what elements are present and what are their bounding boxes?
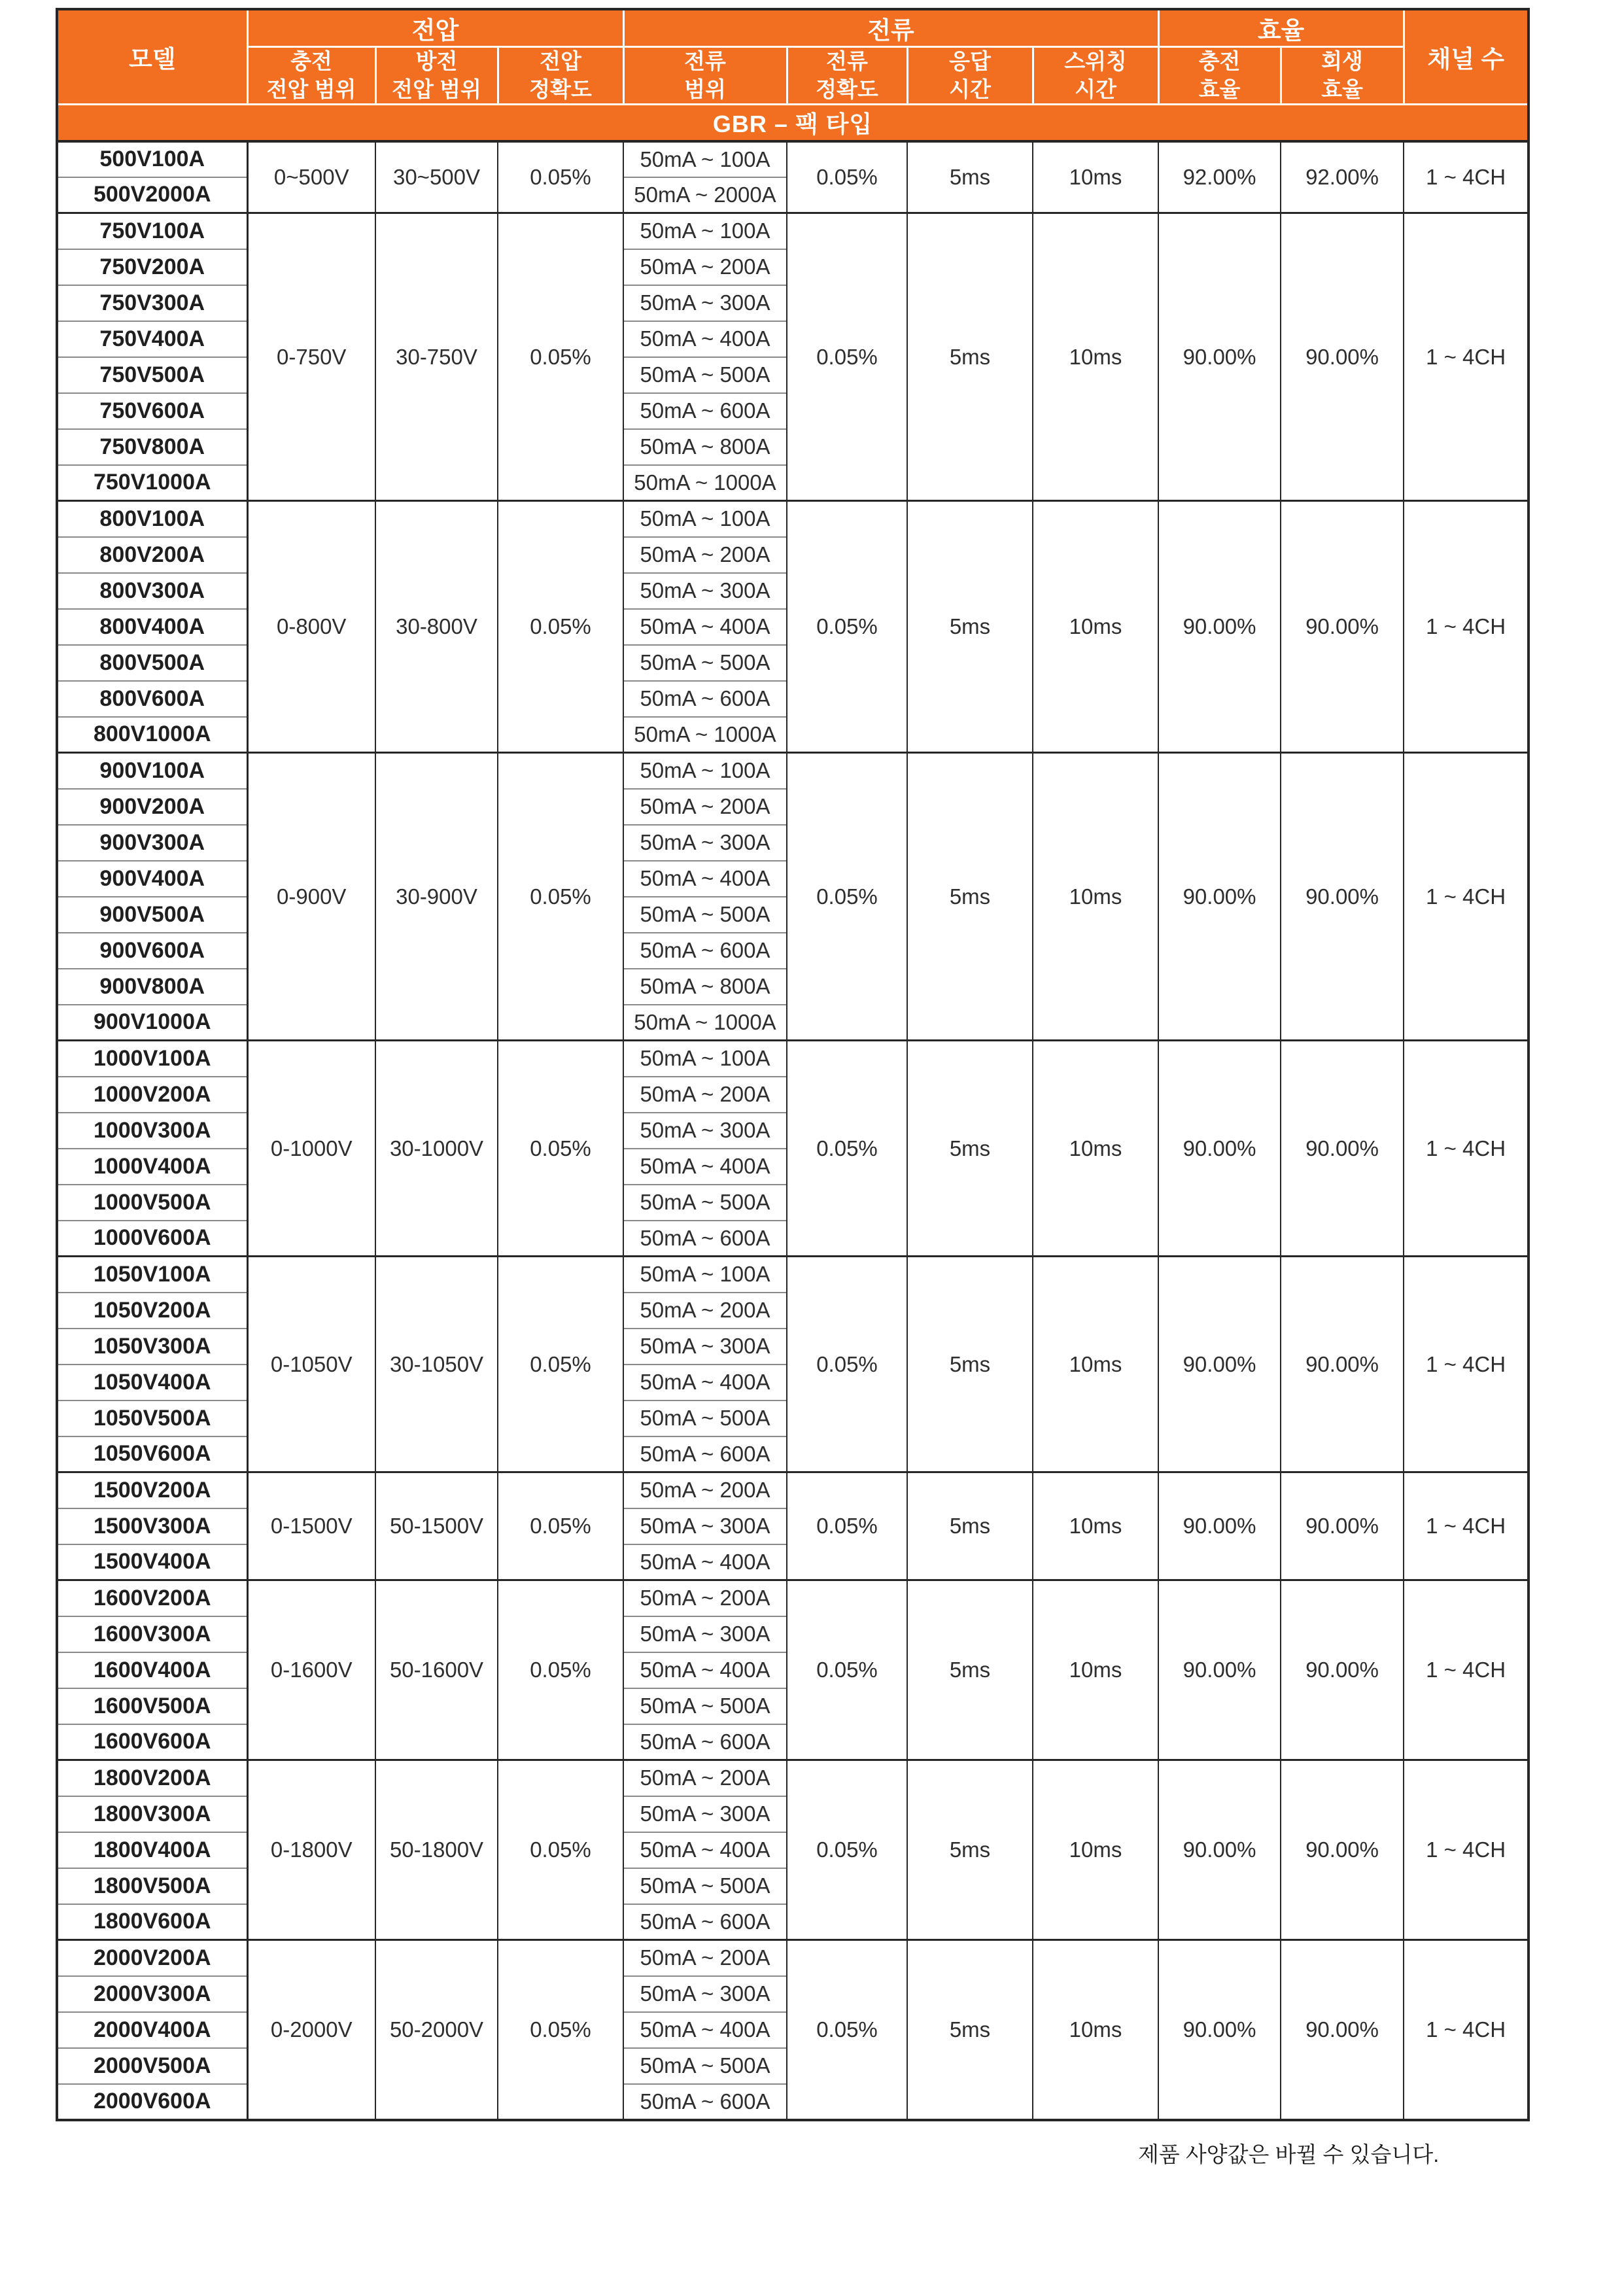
current-range-cell: 50mA ~ 200A xyxy=(623,789,787,825)
current-range-cell: 50mA ~ 200A xyxy=(623,1940,787,1976)
header-line: 시간 xyxy=(1075,77,1116,101)
spec-row xyxy=(57,1041,1529,1077)
channels-cell: 1 ~ 4CH xyxy=(1404,1041,1529,1257)
model-cell: 1800V200A xyxy=(57,1760,247,1796)
current-range-cell: 50mA ~ 500A xyxy=(623,1185,787,1221)
current-range-cell: 50mA ~ 1000A xyxy=(623,465,787,501)
col-group-efficiency: 효율 xyxy=(1158,9,1404,47)
model-cell: 2000V500A xyxy=(57,2048,247,2084)
model-cell: 1600V500A xyxy=(57,1688,247,1724)
channels-cell: 1 ~ 4CH xyxy=(1404,1940,1529,2120)
current-range-cell: 50mA ~ 200A xyxy=(623,1580,787,1616)
current-accuracy-cell: 0.05% xyxy=(787,1580,907,1760)
discharge-voltage-range-cell: 30-750V xyxy=(375,213,498,501)
spec-row xyxy=(57,1257,1529,1293)
charge-efficiency-cell: 92.00% xyxy=(1158,141,1281,213)
current-range-cell: 50mA ~ 400A xyxy=(623,1652,787,1688)
regen-efficiency-cell: 90.00% xyxy=(1281,753,1404,1041)
charge-efficiency-cell: 90.00% xyxy=(1158,213,1281,501)
col-group-current: 전류 xyxy=(623,9,1158,47)
model-cell: 1800V500A xyxy=(57,1868,247,1904)
channels-cell: 1 ~ 4CH xyxy=(1404,753,1529,1041)
current-range-cell: 50mA ~ 200A xyxy=(623,1760,787,1796)
current-range-cell: 50mA ~ 300A xyxy=(623,1616,787,1652)
col-header-response-time xyxy=(907,47,1033,105)
model-cell: 2000V300A xyxy=(57,1976,247,2012)
current-accuracy-cell: 0.05% xyxy=(787,501,907,753)
regen-efficiency-cell: 90.00% xyxy=(1281,1472,1404,1580)
col-header-regen-efficiency xyxy=(1281,47,1404,105)
model-cell: 1800V300A xyxy=(57,1796,247,1832)
response-time-cell: 5ms xyxy=(907,1257,1033,1472)
model-cell: 800V200A xyxy=(57,537,247,573)
current-range-cell: 50mA ~ 400A xyxy=(623,1149,787,1185)
channels-cell: 1 ~ 4CH xyxy=(1404,141,1529,213)
model-cell: 800V400A xyxy=(57,609,247,645)
voltage-accuracy-cell: 0.05% xyxy=(498,1940,623,2120)
header-line: 정확도 xyxy=(816,77,878,101)
current-range-cell: 50mA ~ 100A xyxy=(623,753,787,789)
current-range-cell: 50mA ~ 300A xyxy=(623,1508,787,1544)
model-cell: 800V1000A xyxy=(57,717,247,753)
current-range-cell: 50mA ~ 100A xyxy=(623,141,787,177)
switching-time-cell: 10ms xyxy=(1033,141,1158,213)
spec-row xyxy=(57,141,1529,177)
model-cell: 2000V600A xyxy=(57,2084,247,2120)
charge-efficiency-cell: 90.00% xyxy=(1158,1580,1281,1760)
spec-row xyxy=(57,1580,1529,1616)
charge-voltage-range-cell: 0-1050V xyxy=(247,1257,375,1472)
voltage-accuracy-cell: 0.05% xyxy=(498,1041,623,1257)
header-line: 전류 xyxy=(826,49,868,74)
current-range-cell: 50mA ~ 500A xyxy=(623,1400,787,1436)
discharge-voltage-range-cell: 30-1050V xyxy=(375,1257,498,1472)
model-cell: 1000V300A xyxy=(57,1113,247,1149)
current-range-cell: 50mA ~ 500A xyxy=(623,1868,787,1904)
current-range-cell: 50mA ~ 400A xyxy=(623,861,787,897)
header-line: 응답 xyxy=(949,49,991,74)
current-range-cell: 50mA ~ 800A xyxy=(623,429,787,465)
current-range-cell: 50mA ~ 400A xyxy=(623,609,787,645)
discharge-voltage-range-cell: 30~500V xyxy=(375,141,498,213)
charge-voltage-range-cell: 0-800V xyxy=(247,501,375,753)
current-range-cell: 50mA ~ 200A xyxy=(623,1472,787,1508)
current-range-cell: 50mA ~ 300A xyxy=(623,1113,787,1149)
current-range-cell: 50mA ~ 300A xyxy=(623,573,787,609)
model-cell: 1050V500A xyxy=(57,1400,247,1436)
switching-time-cell: 10ms xyxy=(1033,1940,1158,2120)
current-range-cell: 50mA ~ 600A xyxy=(623,2084,787,2120)
spec-row xyxy=(57,1760,1529,1796)
current-range-cell: 50mA ~ 200A xyxy=(623,1293,787,1329)
current-accuracy-cell: 0.05% xyxy=(787,1041,907,1257)
charge-voltage-range-cell: 0~500V xyxy=(247,141,375,213)
regen-efficiency-cell: 90.00% xyxy=(1281,501,1404,753)
header-line: 정확도 xyxy=(529,77,592,101)
header-group-row xyxy=(57,9,1529,47)
response-time-cell: 5ms xyxy=(907,501,1033,753)
charge-voltage-range-cell: 0-2000V xyxy=(247,1940,375,2120)
current-range-cell: 50mA ~ 400A xyxy=(623,1832,787,1868)
switching-time-cell: 10ms xyxy=(1033,753,1158,1041)
current-accuracy-cell: 0.05% xyxy=(787,213,907,501)
discharge-voltage-range-cell: 30-900V xyxy=(375,753,498,1041)
current-accuracy-cell: 0.05% xyxy=(787,1257,907,1472)
voltage-accuracy-cell: 0.05% xyxy=(498,753,623,1041)
regen-efficiency-cell: 90.00% xyxy=(1281,1760,1404,1940)
model-cell: 2000V200A xyxy=(57,1940,247,1976)
spec-table xyxy=(56,8,1530,2121)
model-cell: 750V400A xyxy=(57,321,247,357)
header-line: 효율 xyxy=(1198,77,1241,101)
current-range-cell: 50mA ~ 500A xyxy=(623,357,787,393)
current-range-cell: 50mA ~ 100A xyxy=(623,1041,787,1077)
current-range-cell: 50mA ~ 500A xyxy=(623,2048,787,2084)
current-range-cell: 50mA ~ 500A xyxy=(623,645,787,681)
header-line: 시간 xyxy=(949,77,991,101)
col-header-channels: 채널 수 xyxy=(1404,9,1529,105)
model-cell: 900V200A xyxy=(57,789,247,825)
section-banner-row xyxy=(57,105,1529,141)
discharge-voltage-range-cell: 30-1000V xyxy=(375,1041,498,1257)
header-line: 전류 xyxy=(684,49,726,74)
current-range-cell: 50mA ~ 600A xyxy=(623,393,787,429)
model-cell: 1500V300A xyxy=(57,1508,247,1544)
discharge-voltage-range-cell: 50-2000V xyxy=(375,1940,498,2120)
model-cell: 750V800A xyxy=(57,429,247,465)
regen-efficiency-cell: 90.00% xyxy=(1281,213,1404,501)
current-range-cell: 50mA ~ 600A xyxy=(623,1436,787,1472)
current-range-cell: 50mA ~ 1000A xyxy=(623,1005,787,1041)
current-range-cell: 50mA ~ 600A xyxy=(623,933,787,969)
col-header-current-range xyxy=(623,47,787,105)
channels-cell: 1 ~ 4CH xyxy=(1404,501,1529,753)
model-cell: 750V100A xyxy=(57,213,247,249)
voltage-accuracy-cell: 0.05% xyxy=(498,1580,623,1760)
current-range-cell: 50mA ~ 800A xyxy=(623,969,787,1005)
col-header-model: 모델 xyxy=(57,9,247,105)
channels-cell: 1 ~ 4CH xyxy=(1404,213,1529,501)
switching-time-cell: 10ms xyxy=(1033,1041,1158,1257)
charge-voltage-range-cell: 0-900V xyxy=(247,753,375,1041)
header-line: 범위 xyxy=(684,77,726,101)
model-cell: 1800V600A xyxy=(57,1904,247,1940)
response-time-cell: 5ms xyxy=(907,1472,1033,1580)
model-cell: 1000V100A xyxy=(57,1041,247,1077)
current-accuracy-cell: 0.05% xyxy=(787,141,907,213)
charge-voltage-range-cell: 0-1000V xyxy=(247,1041,375,1257)
model-cell: 1050V200A xyxy=(57,1293,247,1329)
regen-efficiency-cell: 90.00% xyxy=(1281,1041,1404,1257)
voltage-accuracy-cell: 0.05% xyxy=(498,213,623,501)
regen-efficiency-cell: 90.00% xyxy=(1281,1940,1404,2120)
channels-cell: 1 ~ 4CH xyxy=(1404,1257,1529,1472)
current-range-cell: 50mA ~ 600A xyxy=(623,1221,787,1257)
voltage-accuracy-cell: 0.05% xyxy=(498,501,623,753)
voltage-accuracy-cell: 0.05% xyxy=(498,1257,623,1472)
charge-voltage-range-cell: 0-750V xyxy=(247,213,375,501)
current-range-cell: 50mA ~ 400A xyxy=(623,321,787,357)
model-cell: 500V2000A xyxy=(57,177,247,213)
header-line: 회생 xyxy=(1321,49,1363,74)
response-time-cell: 5ms xyxy=(907,1041,1033,1257)
current-range-cell: 50mA ~ 200A xyxy=(623,537,787,573)
current-range-cell: 50mA ~ 300A xyxy=(623,1796,787,1832)
charge-efficiency-cell: 90.00% xyxy=(1158,1472,1281,1580)
model-cell: 1600V600A xyxy=(57,1724,247,1760)
model-cell: 800V100A xyxy=(57,501,247,537)
current-range-cell: 50mA ~ 400A xyxy=(623,1544,787,1580)
current-range-cell: 50mA ~ 200A xyxy=(623,1077,787,1113)
voltage-accuracy-cell: 0.05% xyxy=(498,1760,623,1940)
voltage-accuracy-cell: 0.05% xyxy=(498,141,623,213)
response-time-cell: 5ms xyxy=(907,213,1033,501)
model-cell: 1050V300A xyxy=(57,1329,247,1365)
model-cell: 1000V500A xyxy=(57,1185,247,1221)
switching-time-cell: 10ms xyxy=(1033,1580,1158,1760)
spec-table-body xyxy=(57,141,1529,2120)
charge-efficiency-cell: 90.00% xyxy=(1158,753,1281,1041)
channels-cell: 1 ~ 4CH xyxy=(1404,1472,1529,1580)
model-cell: 500V100A xyxy=(57,141,247,177)
switching-time-cell: 10ms xyxy=(1033,1472,1158,1580)
model-cell: 800V600A xyxy=(57,681,247,717)
table-header xyxy=(57,9,1529,141)
channels-cell: 1 ~ 4CH xyxy=(1404,1760,1529,1940)
model-cell: 900V500A xyxy=(57,897,247,933)
current-range-cell: 50mA ~ 500A xyxy=(623,1688,787,1724)
model-cell: 750V600A xyxy=(57,393,247,429)
current-range-cell: 50mA ~ 600A xyxy=(623,681,787,717)
response-time-cell: 5ms xyxy=(907,753,1033,1041)
model-cell: 1600V300A xyxy=(57,1616,247,1652)
col-header-current-accuracy xyxy=(787,47,907,105)
header-line: 전압 범위 xyxy=(392,77,481,101)
charge-efficiency-cell: 90.00% xyxy=(1158,1760,1281,1940)
header-line: 충전 xyxy=(1198,49,1241,74)
model-cell: 750V500A xyxy=(57,357,247,393)
model-cell: 1800V400A xyxy=(57,1832,247,1868)
current-range-cell: 50mA ~ 600A xyxy=(623,1724,787,1760)
col-header-switching-time xyxy=(1033,47,1158,105)
header-line: 전압 xyxy=(540,49,581,74)
regen-efficiency-cell: 92.00% xyxy=(1281,141,1404,213)
spec-row xyxy=(57,501,1529,537)
header-line: 충전 xyxy=(290,49,332,74)
model-cell: 800V300A xyxy=(57,573,247,609)
switching-time-cell: 10ms xyxy=(1033,1257,1158,1472)
header-line: 스위칭 xyxy=(1064,49,1127,74)
col-header-charge-efficiency xyxy=(1158,47,1281,105)
model-cell: 1000V400A xyxy=(57,1149,247,1185)
col-header-discharge-voltage-range xyxy=(375,47,498,105)
discharge-voltage-range-cell: 50-1800V xyxy=(375,1760,498,1940)
current-range-cell: 50mA ~ 300A xyxy=(623,1976,787,2012)
model-cell: 900V1000A xyxy=(57,1005,247,1041)
response-time-cell: 5ms xyxy=(907,1940,1033,2120)
current-range-cell: 50mA ~ 100A xyxy=(623,1257,787,1293)
spec-row xyxy=(57,213,1529,249)
current-range-cell: 50mA ~ 2000A xyxy=(623,177,787,213)
current-range-cell: 50mA ~ 300A xyxy=(623,285,787,321)
header-sub-row xyxy=(57,47,1529,105)
model-cell: 900V300A xyxy=(57,825,247,861)
col-header-charge-voltage-range xyxy=(247,47,375,105)
section-banner: GBR – 팩 타입 xyxy=(57,105,1529,141)
model-cell: 750V200A xyxy=(57,249,247,285)
model-cell: 900V800A xyxy=(57,969,247,1005)
charge-efficiency-cell: 90.00% xyxy=(1158,501,1281,753)
charge-efficiency-cell: 90.00% xyxy=(1158,1940,1281,2120)
current-range-cell: 50mA ~ 100A xyxy=(623,501,787,537)
col-group-voltage: 전압 xyxy=(247,9,623,47)
model-cell: 1050V100A xyxy=(57,1257,247,1293)
current-range-cell: 50mA ~ 500A xyxy=(623,897,787,933)
regen-efficiency-cell: 90.00% xyxy=(1281,1257,1404,1472)
current-range-cell: 50mA ~ 100A xyxy=(623,213,787,249)
spec-row xyxy=(57,753,1529,789)
header-line: 효율 xyxy=(1321,77,1363,101)
response-time-cell: 5ms xyxy=(907,1760,1033,1940)
current-accuracy-cell: 0.05% xyxy=(787,753,907,1041)
model-cell: 1600V400A xyxy=(57,1652,247,1688)
charge-efficiency-cell: 90.00% xyxy=(1158,1041,1281,1257)
response-time-cell: 5ms xyxy=(907,1580,1033,1760)
current-range-cell: 50mA ~ 300A xyxy=(623,825,787,861)
charge-voltage-range-cell: 0-1500V xyxy=(247,1472,375,1580)
current-range-cell: 50mA ~ 200A xyxy=(623,249,787,285)
current-range-cell: 50mA ~ 400A xyxy=(623,1365,787,1400)
model-cell: 750V300A xyxy=(57,285,247,321)
header-line: 방전 xyxy=(415,49,458,74)
switching-time-cell: 10ms xyxy=(1033,213,1158,501)
model-cell: 1000V600A xyxy=(57,1221,247,1257)
regen-efficiency-cell: 90.00% xyxy=(1281,1580,1404,1760)
current-accuracy-cell: 0.05% xyxy=(787,1760,907,1940)
model-cell: 1050V600A xyxy=(57,1436,247,1472)
model-cell: 900V100A xyxy=(57,753,247,789)
spec-row xyxy=(57,1940,1529,1976)
voltage-accuracy-cell: 0.05% xyxy=(498,1472,623,1580)
channels-cell: 1 ~ 4CH xyxy=(1404,1580,1529,1760)
current-accuracy-cell: 0.05% xyxy=(787,1472,907,1580)
current-range-cell: 50mA ~ 400A xyxy=(623,2012,787,2048)
charge-voltage-range-cell: 0-1600V xyxy=(247,1580,375,1760)
model-cell: 900V400A xyxy=(57,861,247,897)
model-cell: 1600V200A xyxy=(57,1580,247,1616)
discharge-voltage-range-cell: 30-800V xyxy=(375,501,498,753)
model-cell: 1050V400A xyxy=(57,1365,247,1400)
col-header-voltage-accuracy xyxy=(498,47,623,105)
switching-time-cell: 10ms xyxy=(1033,501,1158,753)
response-time-cell: 5ms xyxy=(907,141,1033,213)
current-range-cell: 50mA ~ 600A xyxy=(623,1904,787,1940)
charge-voltage-range-cell: 0-1800V xyxy=(247,1760,375,1940)
model-cell: 2000V400A xyxy=(57,2012,247,2048)
charge-efficiency-cell: 90.00% xyxy=(1158,1257,1281,1472)
current-range-cell: 50mA ~ 300A xyxy=(623,1329,787,1365)
spec-row xyxy=(57,1472,1529,1508)
model-cell: 1500V400A xyxy=(57,1544,247,1580)
switching-time-cell: 10ms xyxy=(1033,1760,1158,1940)
model-cell: 1500V200A xyxy=(57,1472,247,1508)
model-cell: 1000V200A xyxy=(57,1077,247,1113)
header-line: 전압 범위 xyxy=(266,77,356,101)
model-cell: 800V500A xyxy=(57,645,247,681)
model-cell: 750V1000A xyxy=(57,465,247,501)
discharge-voltage-range-cell: 50-1600V xyxy=(375,1580,498,1760)
current-accuracy-cell: 0.05% xyxy=(787,1940,907,2120)
discharge-voltage-range-cell: 50-1500V xyxy=(375,1472,498,1580)
current-range-cell: 50mA ~ 1000A xyxy=(623,717,787,753)
model-cell: 900V600A xyxy=(57,933,247,969)
footnote: 제품 사양값은 바뀔 수 있습니다. xyxy=(1138,2142,1440,2166)
